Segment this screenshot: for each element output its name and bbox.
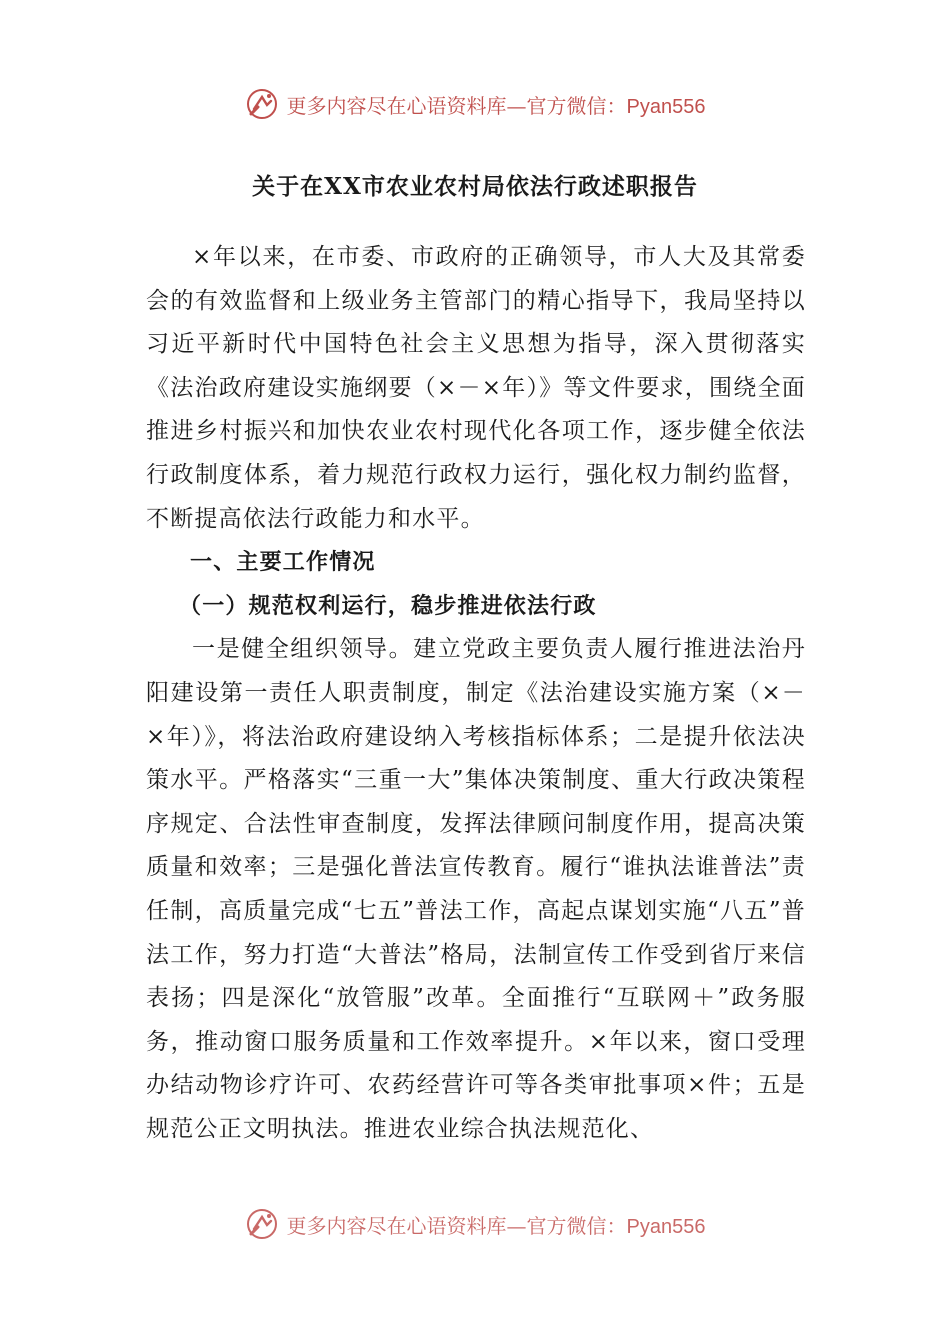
watermark-footer [0, 1202, 950, 1242]
watermark-text: 更多内容尽在心语资料库—官方微信：Pyan556 [286, 93, 706, 118]
subsection-heading: （一）规范权利运行，稳步推进依法行政 [179, 593, 597, 619]
paragraph-body: 一是健全组织领导。建立党政主要负责人履行推进法治丹阳建设第一责任人职责制度，制定《法治建设实施方案（×－×年）》，将法治政府建设纳入考核指标体系；二是提升依法决策水平。严格落实“三重一大”集体决策制度、重大行政决策程序规定、合法性审查制度，发挥法律顾问制度作用，提高决策质量和效率；三是强化普法宣传教育。履行“谁执法谁普法”责任制，高质量完成“七五”普法工作，高起点谋划实施“八五”普法工作，努力打造“大普法”格局，法制宣传工作受到省厅来信表扬；四是深化“放管服”改革。全面推行“互联网＋”政务服务，推动窗口服务质量和工作效率提升。×年以来，窗口受理办结动物诊疗许可、农药经营许可等各类审批事项×件；五是规范公正文明执法。推进农业综合执法规范化、 [146, 636, 806, 1142]
seal-logo-icon [245, 87, 279, 121]
seal-logo-icon [245, 1207, 279, 1241]
watermark-header [0, 82, 950, 126]
section-heading: 一、主要工作情况 [190, 550, 376, 576]
document-body [146, 236, 806, 1151]
paragraph-intro: ×年以来，在市委、市政府的正确领导，市人大及其常委会的有效监督和上级业务主管部门的精心指导下，我局坚持以习近平新时代中国特色社会主义思想为指导，深入贯彻落实《法治政府建设实施纲要（×－×年）》等文件要求，围绕全面推进乡村振兴和加快农业农村现代化各项工作，逐步健全依法行政制度体系，着力规范行政权力运行，强化权力制约监督，不断提高依法行政能力和水平。 [146, 244, 806, 532]
watermark-text: 更多内容尽在心语资料库—官方微信：Pyan556 [286, 1213, 706, 1238]
document-title: 关于在XX市农业农村局依法行政述职报告 [252, 173, 698, 200]
